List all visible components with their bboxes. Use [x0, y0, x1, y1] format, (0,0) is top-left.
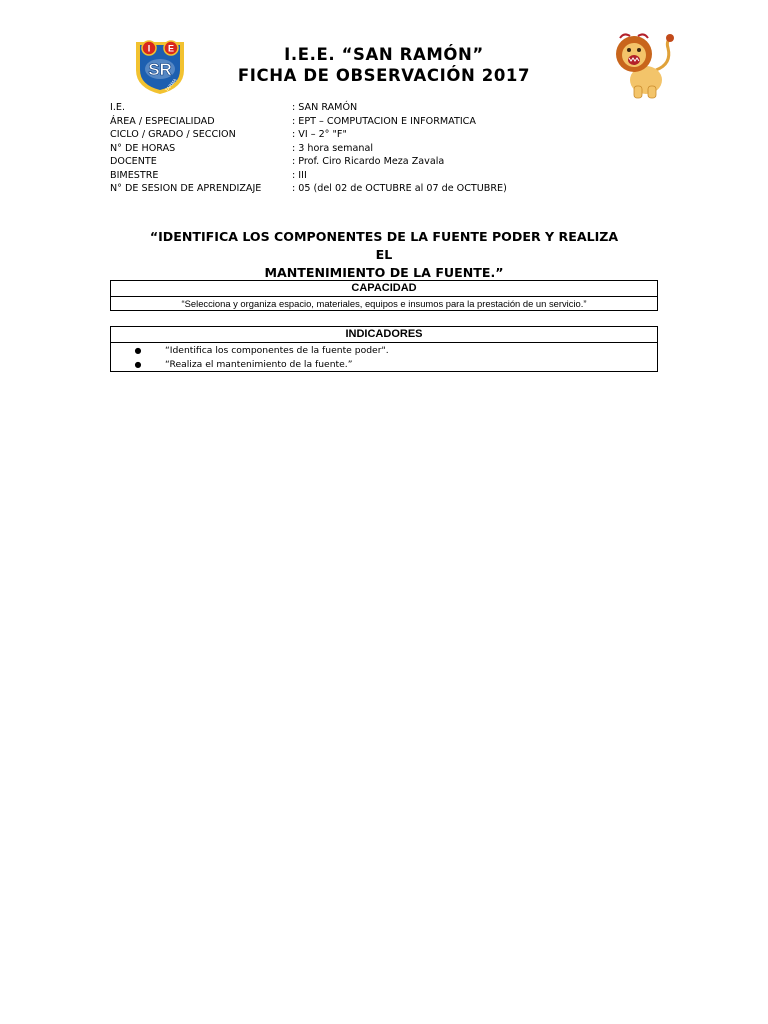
info-value: : 05 (del 02 de OCTUBRE al 07 de OCTUBRE)	[292, 183, 507, 194]
info-label: I.E.	[110, 102, 125, 113]
info-value: : SAN RAMÓN	[292, 102, 358, 113]
info-row-horas	[110, 142, 507, 156]
page-title	[147, 43, 618, 86]
indicadores-list	[111, 343, 658, 372]
list-item	[111, 344, 657, 358]
logo-city: TARMA	[163, 77, 178, 93]
indicador-text: “Identifica los componentes de la fuente poder".	[165, 345, 389, 356]
logo-letter-e: E	[167, 43, 175, 54]
info-row-bimestre	[110, 169, 507, 183]
indicadores-header: INDICADORES	[111, 327, 658, 343]
info-row-sesion	[110, 182, 507, 196]
logo-letter-i: I	[147, 43, 151, 54]
logo-initials: SR	[148, 60, 172, 79]
capacidad-header: CAPACIDAD	[111, 281, 658, 297]
capacidad-text: “Selecciona y organiza espacio, materiales, equipos e insumos para la prestación de un servicio.”	[111, 297, 658, 311]
info-label: N° DE SESION DE APRENDIZAJE	[110, 183, 262, 194]
list-item	[111, 358, 657, 372]
capacidad-table	[110, 280, 658, 311]
info-row-ie	[110, 101, 507, 115]
info-row-area	[110, 115, 507, 129]
info-block	[110, 101, 507, 196]
session-topic	[140, 228, 628, 282]
info-value: : Prof. Ciro Ricardo Meza Zavala	[292, 156, 445, 167]
indicadores-table	[110, 326, 658, 372]
info-row-docente	[110, 155, 507, 169]
info-value: : 3 hora semanal	[292, 142, 374, 154]
title-line-2: FICHA DE OBSERVACIÓN 2017	[237, 66, 531, 85]
info-label: ÁREA / ESPECIALIDAD	[110, 115, 215, 127]
topic-line-1: “IDENTIFICA LOS COMPONENTES DE LA FUENTE PODER Y REALIZA EL	[149, 229, 619, 262]
lion-mascot-icon	[612, 30, 676, 100]
title-line-1: I.E.E. “SAN RAMÓN”	[284, 45, 484, 64]
info-label: CICLO / GRADO / SECCION	[110, 129, 236, 140]
info-value: : VI – 2° "F"	[292, 129, 347, 140]
indicador-text: “Realiza el mantenimiento de la fuente.”	[165, 358, 353, 370]
topic-line-2: MANTENIMIENTO DE LA FUENTE.”	[264, 265, 504, 280]
info-label: DOCENTE	[110, 156, 157, 167]
info-label: N° DE HORAS	[110, 142, 176, 154]
bullet-icon: ●	[134, 346, 142, 355]
info-label: BIMESTRE	[110, 169, 159, 181]
info-value: : EPT – COMPUTACION E INFORMATICA	[292, 115, 476, 127]
bullet-icon: ●	[134, 359, 142, 369]
info-row-ciclo	[110, 128, 507, 142]
info-value: : III	[292, 169, 307, 181]
